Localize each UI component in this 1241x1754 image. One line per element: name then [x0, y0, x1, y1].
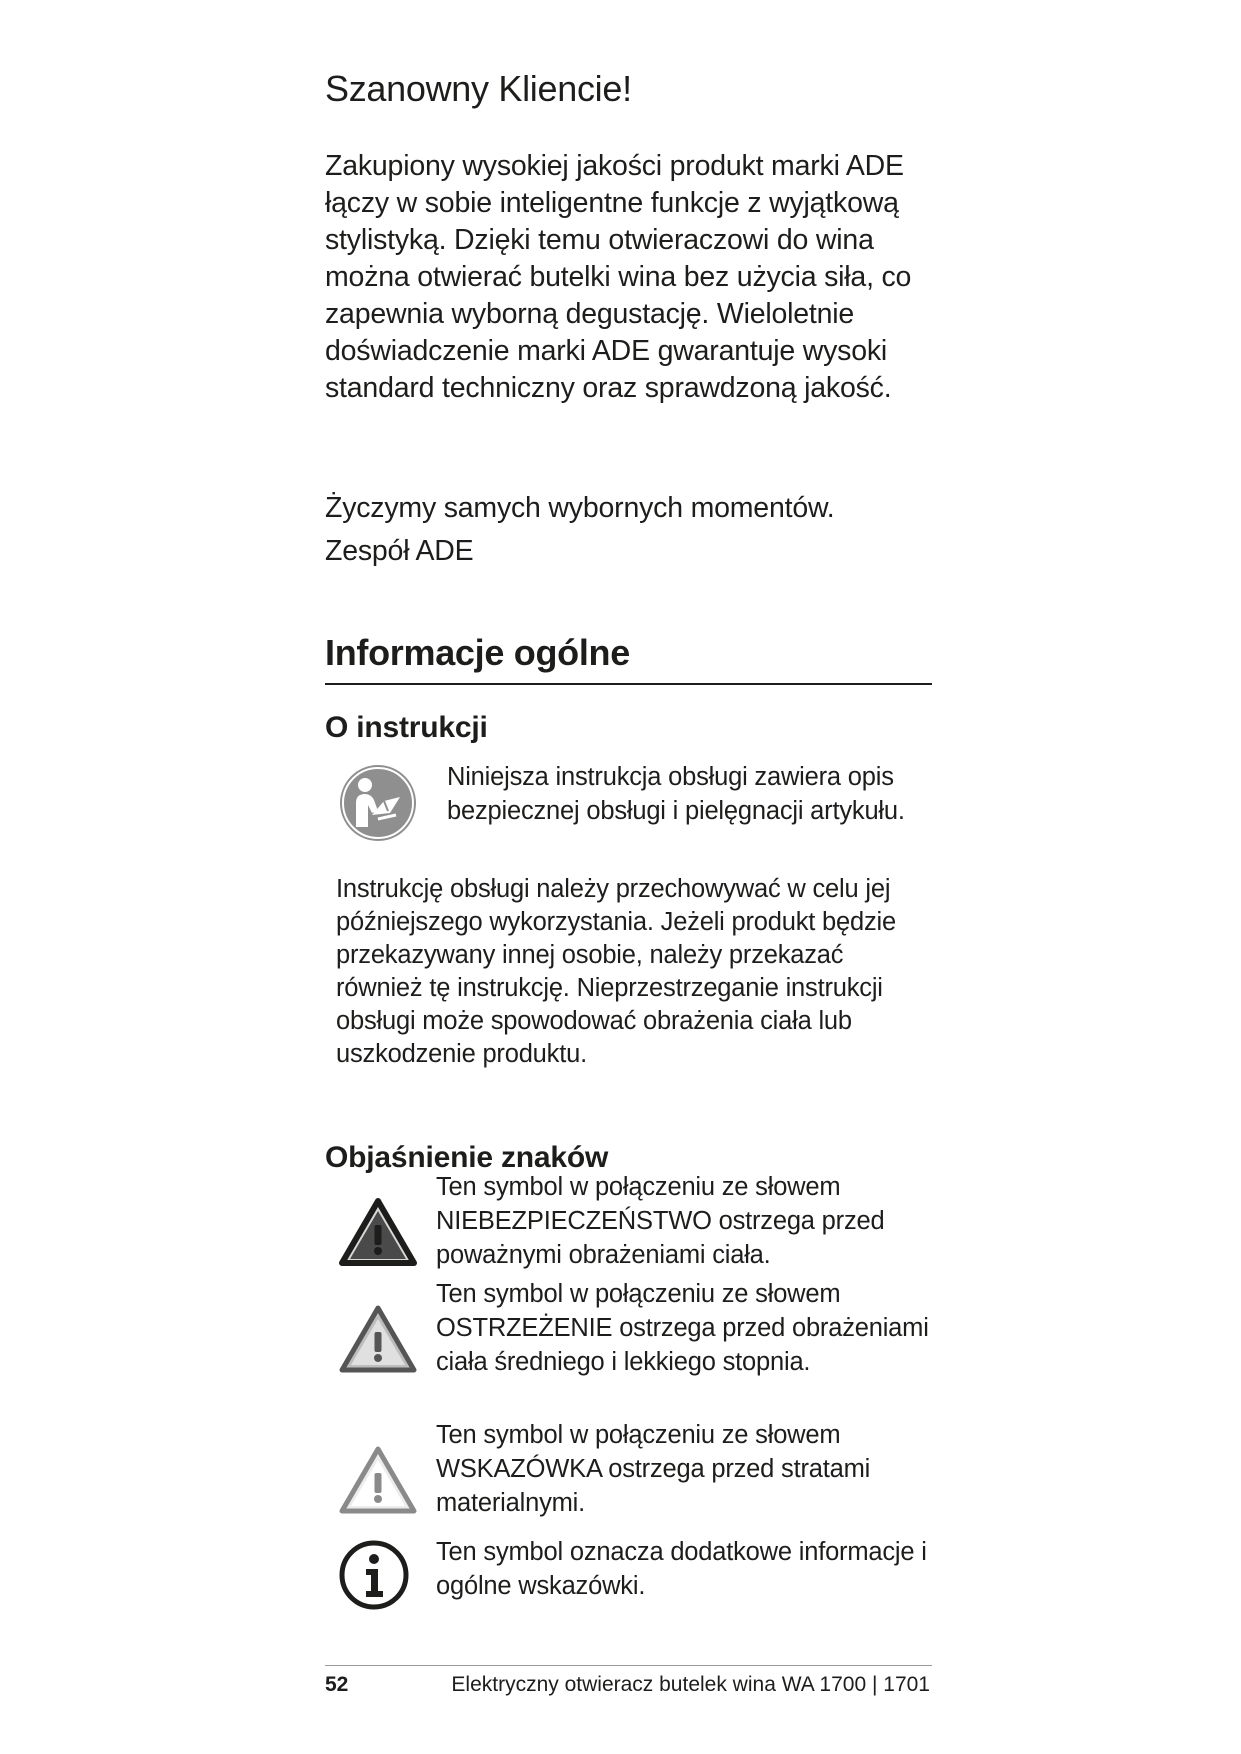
info-icon — [338, 1539, 418, 1619]
section-title: Informacje ogólne — [325, 632, 630, 673]
notice-warning-icon — [338, 1445, 418, 1525]
symbols-heading: Objaśnienie znaków — [325, 1141, 609, 1174]
greeting-heading: Szanowny Kliencie! — [325, 68, 632, 109]
section-divider — [325, 683, 932, 685]
danger-warning-icon — [338, 1197, 418, 1277]
notice-symbol-text: Ten symbol w połączeniu ze słowem WSKAZÓWKA ostrzega przed stratami materialnymi. — [436, 1421, 871, 1517]
team-signature: Zespół ADE — [325, 535, 474, 567]
caution-warning-icon — [338, 1304, 418, 1384]
footer-divider — [325, 1665, 932, 1666]
intro-paragraph: Zakupiony wysokiej jakości produkt marki ADE łączy w sobie inteligentne funkcje z wyjątkową stylistyką. Dzięki temu otwieraczowi do wina można otwierać butelki wina bez użycia siła, co zapewnia wyborną degustację. Wieloletnie doświadczenie marki ADE gwarantuje wysoki standard techniczny oraz sprawdzoną jakość. — [325, 150, 912, 404]
caution-symbol-text: Ten symbol w połączeniu ze słowem OSTRZEŻENIE ostrzega przed obrażeniami ciała średniego i lekkiego stopnia. — [436, 1280, 929, 1376]
info-symbol-text: Ten symbol oznacza dodatkowe informacje i ogólne wskazówki. — [436, 1538, 927, 1600]
about-icon-text: Niniejsza instrukcja obsługi zawiera opis bezpiecznej obsługi i pielęgnacji artykułu. — [447, 763, 905, 825]
footer-title: Elektryczny otwieracz butelek wina WA 1700 | 1701 — [451, 1673, 930, 1696]
wishes-line: Życzymy samych wybornych momentów. — [325, 492, 835, 524]
danger-symbol-text: Ten symbol w połączeniu ze słowem NIEBEZPIECZEŃSTWO ostrzega przed poważnymi obrażeniami ciała. — [436, 1173, 885, 1269]
about-heading: O instrukcji — [325, 711, 488, 744]
page-number: 52 — [325, 1673, 349, 1696]
about-body-text: Instrukcję obsługi należy przechowywać w celu jej późniejszego wykorzystania. Jeżeli produkt będzie przekazywany innej osobie, należy przekazać również tę instrukcję. Nieprzestrzeganie instrukcji obsługi może spowodować obrażenia ciała lub uszkodzenie produktu. — [336, 875, 897, 1068]
read-manual-icon — [338, 763, 418, 843]
